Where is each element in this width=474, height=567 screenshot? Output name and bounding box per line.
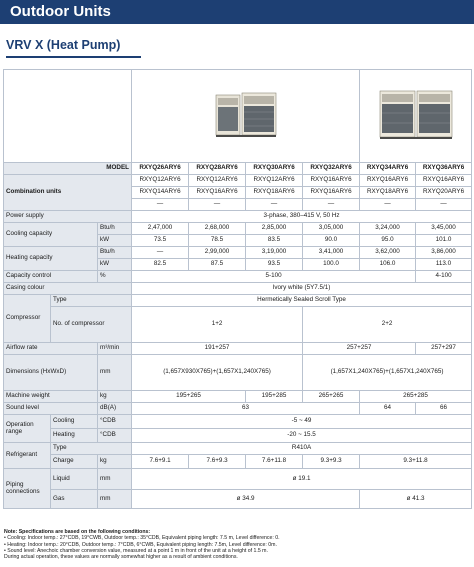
value-cell: 7.6+9.1 xyxy=(132,455,189,469)
value-cell: 7.6+11.8 xyxy=(246,455,303,469)
model-cell: RXYQ34ARY6 xyxy=(360,163,416,175)
combination-cell: — xyxy=(189,199,246,211)
model-row xyxy=(4,163,472,175)
refrigerant-charge-row xyxy=(4,455,472,469)
cooling-capacity-label: Cooling capacity xyxy=(4,223,98,247)
gas-label: Gas xyxy=(51,490,98,509)
cooling-label: Cooling xyxy=(51,415,98,429)
combination-cell: — xyxy=(416,199,472,211)
piping-liquid-row xyxy=(4,469,472,490)
note-line: • Cooling: Indoor temp.: 27°CDB, 19°CWB, Outdoor temp.: 35°CDB, Equivalent piping length: 7.5 m, Level difference: 0. xyxy=(4,535,280,542)
value-cell: 3,62,000 xyxy=(360,247,416,259)
value-cell: 87.5 xyxy=(189,259,246,271)
value-cell: 64 xyxy=(360,403,416,415)
unit-cell: kW xyxy=(98,235,132,247)
refrigerant-label: Refrigerant xyxy=(4,443,51,469)
section-header: Outdoor Units xyxy=(0,0,474,24)
combination-cell: RXYQ18ARY6 xyxy=(246,187,303,199)
heating-capacity-row xyxy=(4,247,472,259)
value-cell: (1,657X930X765)+(1,657X1,240X765) xyxy=(132,355,303,391)
value-cell: 3,05,000 xyxy=(303,223,360,235)
piping-gas-row xyxy=(4,490,472,509)
model-cell: RXYQ32ARY6 xyxy=(303,163,360,175)
unit-cell: Btu/h xyxy=(98,223,132,235)
dimensions-row xyxy=(4,355,472,391)
value-cell: 113.0 xyxy=(416,259,472,271)
unit-cell: % xyxy=(98,271,132,283)
casing-colour-value: Ivory white (5Y7.5/1) xyxy=(132,283,472,295)
combination-cell: RXYQ14ARY6 xyxy=(132,187,189,199)
unit-cell: kW xyxy=(98,259,132,271)
unit-cell: m³/min xyxy=(98,343,132,355)
value-cell: 106.0 xyxy=(360,259,416,271)
unit-cell: Btu/h xyxy=(98,247,132,259)
combination-cell: — xyxy=(132,199,189,211)
combination-label: Combination units xyxy=(4,175,132,211)
combination-cell: RXYQ16ARY6 xyxy=(416,175,472,187)
operation-range-row xyxy=(4,415,472,429)
capacity-control-row xyxy=(4,271,472,283)
combination-cell: — xyxy=(360,199,416,211)
casing-colour-label: Casing colour xyxy=(4,283,132,295)
value-cell: 100.0 xyxy=(303,259,360,271)
value-cell: 82.5 xyxy=(132,259,189,271)
value-cell: 73.5 xyxy=(132,235,189,247)
sound-level-label: Sound level xyxy=(4,403,98,415)
dimensions-label: Dimensions (HxWxD) xyxy=(4,355,98,391)
combination-cell: — xyxy=(303,199,360,211)
compressor-type-label: Type xyxy=(51,295,132,307)
value-cell: 95.0 xyxy=(360,235,416,247)
value-cell: 3,41,000 xyxy=(303,247,360,259)
value-cell: ø 41.3 xyxy=(360,490,472,509)
page-subtitle: VRV X (Heat Pump) xyxy=(6,38,121,52)
outdoor-unit-image xyxy=(379,90,453,140)
product-image-cell-left xyxy=(132,70,360,163)
combination-cell: RXYQ12ARY6 xyxy=(189,175,246,187)
value-cell: 63 xyxy=(132,403,360,415)
value-cell: 3,45,000 xyxy=(416,223,472,235)
value-cell: 3,24,000 xyxy=(360,223,416,235)
value-cell: 195+285 xyxy=(246,391,303,403)
note-line: • Sound level: Anechoic chamber conversion value, measured at a point 1 m in front of the unit at a height of 1.5 m. xyxy=(4,547,268,554)
combination-cell: RXYQ16ARY6 xyxy=(303,187,360,199)
power-supply-label: Power supply xyxy=(4,211,132,223)
unit-cell: mm xyxy=(98,469,132,490)
sound-level-row xyxy=(4,403,472,415)
value-cell: -20 ~ 15.5 xyxy=(132,429,472,443)
model-cell: RXYQ30ARY6 xyxy=(246,163,303,175)
value-cell: ø 19.1 xyxy=(132,469,472,490)
combination-cell: RXYQ20ARY6 xyxy=(416,187,472,199)
power-supply-row xyxy=(4,211,472,223)
power-supply-value: 3-phase, 380–415 V, 50 Hz xyxy=(132,211,472,223)
operation-range-row xyxy=(4,429,472,443)
value-cell: 2,68,000 xyxy=(189,223,246,235)
spec-table xyxy=(3,69,472,509)
compressor-label: Compressor xyxy=(4,295,51,343)
value-cell: 90.0 xyxy=(303,235,360,247)
model-cell: RXYQ26ARY6 xyxy=(132,163,189,175)
value-cell: ø 34.9 xyxy=(132,490,360,509)
airflow-label: Airflow rate xyxy=(4,343,98,355)
refrigerant-charge-label: Charge xyxy=(51,455,98,469)
combination-cell: RXYQ12ARY6 xyxy=(246,175,303,187)
value-cell: 78.5 xyxy=(189,235,246,247)
combination-cell: RXYQ16ARY6 xyxy=(303,175,360,187)
unit-cell: dB(A) xyxy=(98,403,132,415)
note-line: • Heating: Indoor temp.: 20°CDB, Outdoor temp.: 7°CDB, 6°CWB, Equivalent piping length: 7.5m, Level difference: 0m. xyxy=(4,541,277,548)
value-cell: 265+265 xyxy=(303,391,360,403)
notes-title: Note: Specifications are based on the following conditions: xyxy=(4,529,151,535)
operation-range-label: Operation range xyxy=(4,415,51,443)
value-cell: 2,47,000 xyxy=(132,223,189,235)
value-cell: 83.5 xyxy=(246,235,303,247)
compressor-type-value: Hermetically Sealed Scroll Type xyxy=(132,295,472,307)
value-cell: -5 ~ 49 xyxy=(132,415,472,429)
compressor-type-row xyxy=(4,295,472,307)
combination-cell: RXYQ12ARY6 xyxy=(132,175,189,187)
machine-weight-label: Machine weight xyxy=(4,391,98,403)
value-cell: 4-100 xyxy=(416,271,472,283)
combination-cell: RXYQ16ARY6 xyxy=(360,175,416,187)
unit-cell: °CDB xyxy=(98,429,132,443)
casing-colour-row xyxy=(4,283,472,295)
value-cell: 93.5 xyxy=(246,259,303,271)
model-cell: RXYQ28ARY6 xyxy=(189,163,246,175)
value-cell: 2,85,000 xyxy=(246,223,303,235)
unit-cell: mm xyxy=(98,355,132,391)
value-cell: 9.3+9.3 xyxy=(303,455,360,469)
cooling-capacity-row xyxy=(4,223,472,235)
value-cell: 9.3+11.8 xyxy=(360,455,472,469)
value-cell: 66 xyxy=(416,403,472,415)
airflow-row xyxy=(4,343,472,355)
value-cell: 2+2 xyxy=(303,307,472,343)
capacity-control-label: Capacity control xyxy=(4,271,98,283)
value-cell: 191+257 xyxy=(132,343,303,355)
product-image-cell-right xyxy=(360,70,472,163)
heating-label: Heating xyxy=(51,429,98,443)
combination-row xyxy=(4,175,472,187)
value-cell: 101.0 xyxy=(416,235,472,247)
outdoor-unit-image xyxy=(215,92,277,138)
value-cell: 2,99,000 xyxy=(189,247,246,259)
unit-cell: kg xyxy=(98,391,132,403)
heating-capacity-label: Heating capacity xyxy=(4,247,98,271)
liquid-label: Liquid xyxy=(51,469,98,490)
model-cell: RXYQ36ARY6 xyxy=(416,163,472,175)
value-cell: 257+297 xyxy=(416,343,472,355)
compressor-number-row xyxy=(4,307,472,343)
refrigerant-type-row xyxy=(4,443,472,455)
value-cell: — xyxy=(132,247,189,259)
value-cell: (1,657X1,240X765)+(1,657X1,240X765) xyxy=(303,355,472,391)
unit-cell: kg xyxy=(98,455,132,469)
machine-weight-row xyxy=(4,391,472,403)
value-cell: 195+265 xyxy=(132,391,246,403)
value-cell: 3,19,000 xyxy=(246,247,303,259)
unit-cell: mm xyxy=(98,490,132,509)
value-cell: 265+285 xyxy=(360,391,472,403)
piping-label: Piping connections xyxy=(4,469,51,509)
value-cell: 257+257 xyxy=(303,343,416,355)
notes xyxy=(4,529,470,560)
value-cell: 7.6+9.3 xyxy=(189,455,246,469)
compressor-number-label: No. of compressor xyxy=(51,307,132,343)
model-label: MODEL xyxy=(4,163,132,175)
value-cell: 1+2 xyxy=(132,307,303,343)
combination-cell: — xyxy=(246,199,303,211)
product-image-row xyxy=(4,70,472,163)
note-line: During actual operation, these values are normally somewhat higher as a result of ambient conditions. xyxy=(4,554,238,561)
subtitle-underline xyxy=(6,56,141,58)
value-cell: 3,86,000 xyxy=(416,247,472,259)
combination-cell: RXYQ16ARY6 xyxy=(189,187,246,199)
unit-cell: °CDB xyxy=(98,415,132,429)
refrigerant-type-label: Type xyxy=(51,443,132,455)
value-cell: R410A xyxy=(132,443,472,455)
combination-cell: RXYQ18ARY6 xyxy=(360,187,416,199)
value-cell: 5-100 xyxy=(132,271,416,283)
